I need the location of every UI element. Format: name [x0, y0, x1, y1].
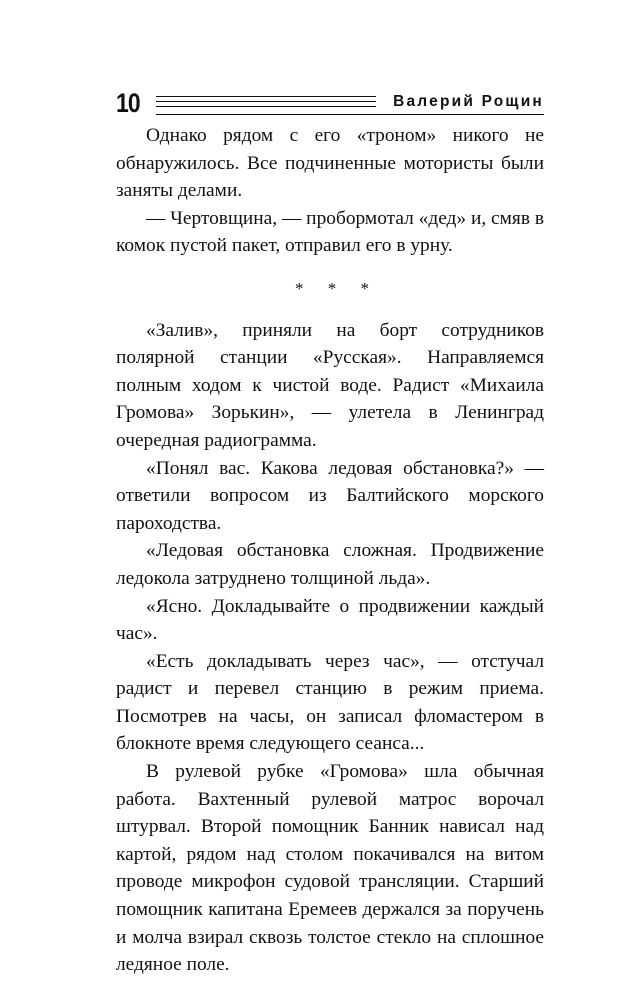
- paragraph: Однако рядом с его «троном» никого не обнаружилось. Все подчиненные мотористы были заняты делами.: [116, 125, 544, 202]
- paragraph: «Есть докладывать через час», — отстучал радист и перевел станцию в режим приема. Посмотрев на часы, он записал фломастером в блокноте время следующего сеанса...: [116, 650, 544, 755]
- paragraph: «Залив», приняли на борт сотрудников полярной станции «Русская». Направляемся полным ходом к чистой воде. Радист «Михаила Громова» Зорькин», — улетела в Ленинград очередная радиограмма.: [116, 319, 544, 451]
- header-rules: [156, 94, 376, 114]
- running-title: Валерий Рощин: [393, 93, 544, 110]
- paragraph: В рулевой рубке «Громова» шла обычная работа. Вахтенный рулевой матрос ворочал штурвал. Второй помощник Банник нависал над картой, рядом над столом покачивался на витом проводе микрофон судовой трансляции. Старший помощник капитана Еремеев держался за поручень и молча взирал сквозь толстое стекло на сплошное ледяное поле.: [116, 761, 544, 976]
- page-number: 10: [116, 88, 140, 118]
- paragraph: «Ясно. Докладывайте о продвижении каждый час».: [116, 595, 544, 645]
- header-rule-1: [156, 96, 376, 97]
- body-text: [116, 122, 544, 979]
- paragraph: «Ледовая обстановка сложная. Продвижение ледокола затруднено толщиной льда».: [116, 540, 544, 589]
- header-rule-3: [156, 106, 376, 107]
- paragraph: «Понял вас. Какова ледовая обстановка?» — ответили вопросом из Балтийского морского пароходства.: [116, 457, 544, 534]
- header-rule-bottom: [156, 114, 544, 115]
- section-break: * * *: [295, 278, 379, 298]
- header-rule-2: [156, 101, 376, 102]
- paragraph: — Чертовщина, — пробормотал «дед» и, смяв в комок пустой пакет, отправил его в урну.: [116, 207, 544, 257]
- page-header: [116, 88, 544, 120]
